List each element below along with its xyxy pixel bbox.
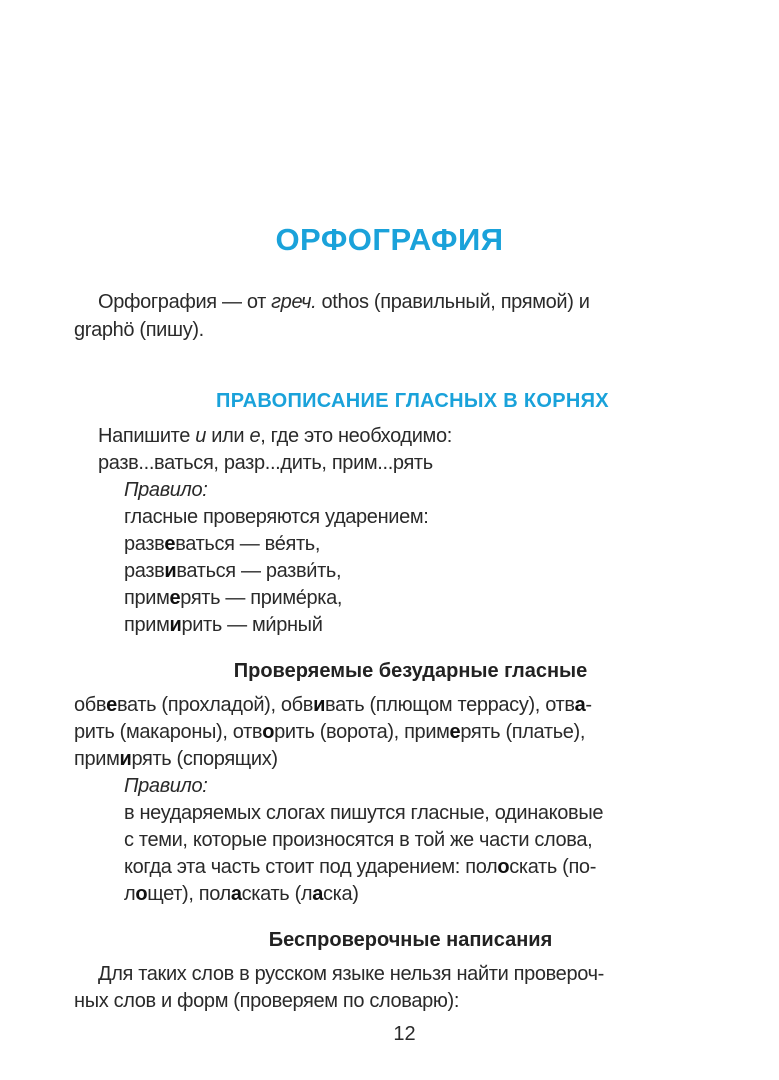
text-segment: рять (спорящих) [131, 748, 278, 770]
highlighted-vowel: и [169, 614, 182, 636]
paragraph-line [74, 720, 585, 744]
rule-line [124, 882, 359, 906]
highlighted-vowel: а [574, 694, 586, 716]
highlighted-vowel: о [262, 721, 275, 743]
italic-text: греч. [271, 291, 317, 313]
text-segment: в неударяемых слогах пишутся гласные, одинаковые [124, 802, 604, 824]
paragraph-line [74, 989, 459, 1013]
text-segment: скать (л [241, 883, 313, 905]
highlighted-vowel: и [119, 748, 132, 770]
text-segment: л [124, 883, 136, 905]
highlighted-vowel: о [497, 856, 510, 878]
text-segment: разв...ваться, разр...дить, прим...рять [98, 452, 433, 474]
italic-text: и [195, 425, 207, 447]
text-segment: рить (макароны), отв [74, 721, 263, 743]
paragraph-line [74, 747, 278, 771]
text-segment: щет), пол [147, 883, 231, 905]
section-heading: ПРАВОПИСАНИЕ ГЛАСНЫХ В КОРНЯХ [216, 390, 609, 412]
text-segment: ных слов и форм (проверяем по словарю): [74, 990, 460, 1012]
text-segment: скать (по- [509, 856, 597, 878]
text-segment: разв [124, 560, 165, 582]
rule-label [124, 478, 207, 502]
text-segment: graphö (пишу). [74, 319, 204, 341]
text-segment: , где это необходимо: [260, 425, 452, 447]
highlighted-vowel: и [313, 694, 326, 716]
text-segment: когда эта часть стоит под ударением: пол [124, 856, 498, 878]
rule-line [124, 586, 342, 610]
highlighted-vowel: а [312, 883, 323, 905]
text-segment: вать (плющом террасу), отв [325, 694, 575, 716]
page-number: 12 [393, 1023, 416, 1045]
italic-text: е [249, 425, 261, 447]
paragraph-line [98, 962, 604, 986]
highlighted-vowel: е [164, 533, 176, 555]
text-segment: с теми, которые произносятся в той же части слова, [124, 829, 593, 851]
rule-line [124, 532, 320, 556]
text-segment: прим [124, 587, 170, 609]
text-segment: прим [124, 614, 170, 636]
text-segment: Орфография — от [98, 291, 272, 313]
text-segment: прим [74, 748, 120, 770]
text-segment: ска) [322, 883, 359, 905]
highlighted-vowel: е [106, 694, 117, 716]
text-segment: - [585, 694, 592, 716]
text-segment: othos (правильный, прямой) и [316, 291, 590, 313]
text-segment: рять (платье), [460, 721, 586, 743]
text-segment: рить — ми́рный [181, 614, 323, 636]
text-segment: вать (прохладой), обв [116, 694, 314, 716]
rule-label [124, 774, 207, 798]
paragraph-line [74, 693, 592, 717]
italic-text: Правило: [124, 775, 208, 797]
text-segment: Для таких слов в русском языке нельзя найти провероч- [98, 963, 604, 985]
text-segment: рять — приме́рка, [180, 587, 343, 609]
text-segment: рить (ворота), прим [274, 721, 450, 743]
text-segment: разв [124, 533, 165, 555]
text-segment: гласные проверяются ударением: [124, 506, 429, 528]
subsection-heading: Беспроверочные написания [268, 929, 553, 951]
rule-line [124, 613, 323, 637]
highlighted-vowel: а [230, 883, 242, 905]
highlighted-vowel: о [135, 883, 148, 905]
rule-line [124, 505, 428, 529]
text-segment: Напишите [98, 425, 196, 447]
highlighted-vowel: и [164, 560, 177, 582]
rule-line [124, 855, 596, 879]
text-segment: обв [74, 694, 107, 716]
highlighted-vowel: е [449, 721, 461, 743]
paragraph-line [74, 318, 204, 342]
page-title: ОРФОГРАФИЯ [275, 222, 504, 257]
rule-line [124, 559, 341, 583]
subsection-heading: Проверяемые безударные гласные [233, 660, 588, 682]
exercise-line [98, 424, 452, 448]
highlighted-vowel: е [169, 587, 181, 609]
text-segment: или [206, 425, 250, 447]
exercise-line [98, 451, 433, 475]
rule-line [124, 828, 592, 852]
text-segment: ваться — ве́ять, [175, 533, 321, 555]
text-segment: ваться — разви́ть, [176, 560, 342, 582]
rule-line [124, 801, 603, 825]
paragraph-line [98, 290, 590, 314]
italic-text: Правило: [124, 479, 208, 501]
